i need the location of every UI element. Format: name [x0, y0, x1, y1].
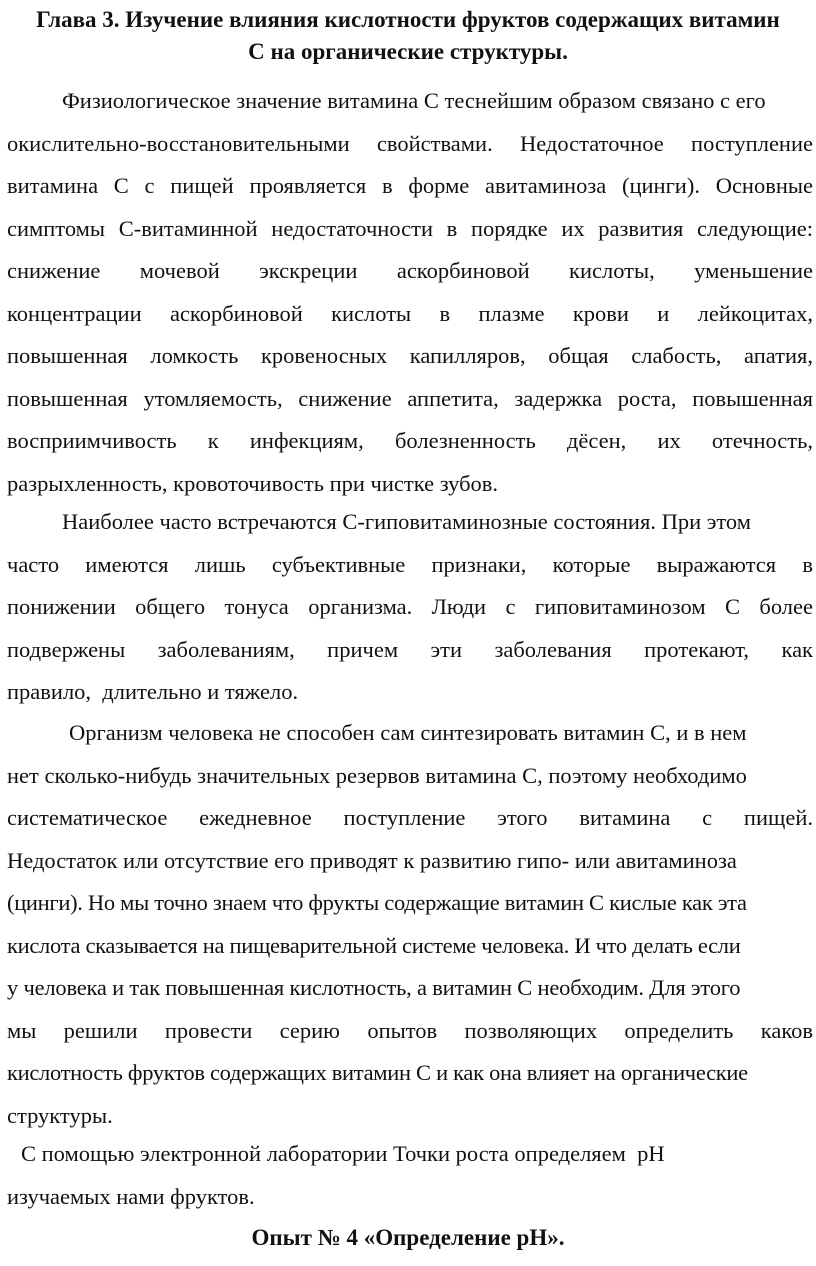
text-line: понижении общего тонуса организма. Люди с гиповитаминозом С более [7, 594, 813, 619]
text-line: изучаемых нами фруктов. [7, 1183, 255, 1209]
text-line: Наиболее часто встречаются С-гиповитаминозные состояния. При этом [62, 509, 751, 534]
text-line: нет сколько-нибудь значительных резервов витамина С, поэтому необходимо [7, 762, 747, 788]
text-line: снижение мочевой экскреции аскорбиновой кислоты, уменьшение [7, 258, 813, 283]
paragraph-4 [7, 1133, 813, 1218]
text-line: разрыхленность, кровоточивость при чистке зубов. [7, 470, 499, 496]
text-line: С помощью электронной лаборатории Точки роста определяем pH [21, 1141, 665, 1166]
text-line: мы решили провести серию опытов позволяющих определить каков [7, 1017, 813, 1043]
text-line: симптомы С-витаминной недостаточности в порядке их развития следующие: [7, 215, 813, 241]
text-line: Организм человека не способен сам синтезировать витамин С, и в нем [69, 720, 747, 745]
text-line: (цинги). Но мы точно знаем что фрукты содержащие витамин С кислые как эта [7, 890, 747, 915]
text-line: подвержены заболеваниям, причем эти заболевания протекают, как [7, 636, 813, 662]
chapter-title [0, 4, 816, 68]
chapter-title-line-1: Глава 3. Изучение влияния кислотности фруктов содержащих витамин [36, 7, 780, 32]
paragraph-3 [7, 712, 813, 1137]
text-line: кислота сказывается на пищеварительной системе человека. И что делать если [7, 932, 741, 958]
text-line: концентрации аскорбиновой кислоты в плазме крови и лейкоцитах, [7, 300, 813, 326]
text-line: структуры. [7, 1102, 113, 1128]
text-line: восприимчивость к инфекциям, болезненность дёсен, их отечность, [7, 428, 813, 453]
text-line: повышенная утомляемость, снижение аппетита, задержка роста, повышенная [7, 385, 813, 411]
paragraph-2 [7, 501, 813, 714]
text-line: часто имеются лишь субъективные признаки, которые выражаются в [7, 551, 813, 577]
text-line: окислительно-восстановительными свойствами. Недостаточное поступление [7, 130, 813, 156]
experiment-title: Опыт № 4 «Определение pH». [251, 1225, 565, 1250]
text-line: повышенная ломкость кровеносных капилляров, общая слабость, апатия, [7, 343, 813, 368]
chapter-title-line-2: С на органические структуры. [248, 39, 568, 64]
text-line: правило, длительно и тяжело. [7, 679, 299, 704]
text-line: Физиологическое значение витамина С теснейшим образом связано с его [62, 88, 766, 113]
text-line: у человека и так повышенная кислотность, а витамин С необходим. Для этого [7, 975, 741, 1000]
text-line: систематическое ежедневное поступление этого витамина с пищей. [7, 805, 813, 830]
paragraph-1 [7, 80, 813, 505]
text-line: кислотность фруктов содержащих витамин С и как она влияет на органические [7, 1060, 748, 1085]
text-line: витамина С с пищей проявляется в форме авитаминоза (цинги). Основные [7, 173, 813, 198]
text-line: Недостаток или отсутствие его приводят к развитию гипо- или авитаминоза [7, 847, 737, 873]
